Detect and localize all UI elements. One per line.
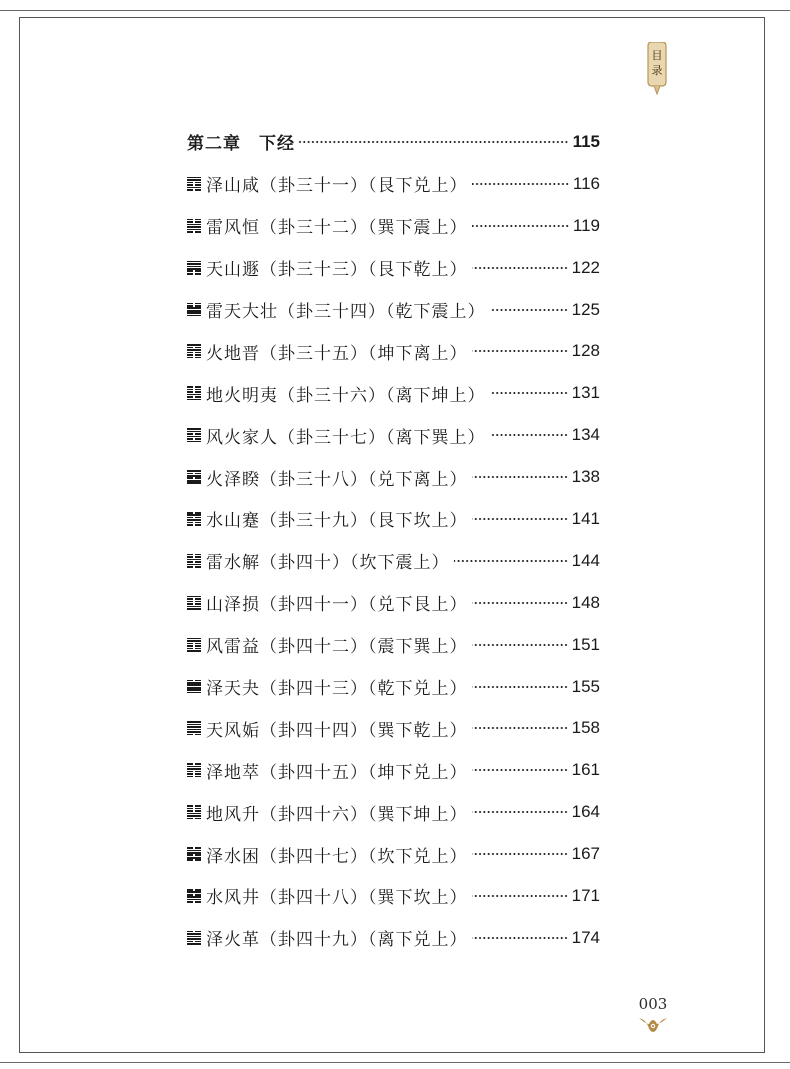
toc-entry-row[interactable] bbox=[187, 833, 600, 875]
hexagram-xian-icon bbox=[187, 177, 201, 191]
hexagram-kui-icon bbox=[187, 470, 201, 484]
bookmark-label-line1: 目 bbox=[651, 49, 663, 62]
hexagram-jing-icon bbox=[187, 889, 201, 903]
entry-page-number: 131 bbox=[571, 383, 600, 403]
dot-leader bbox=[472, 476, 568, 478]
toc-bookmark-tab[interactable] bbox=[645, 42, 669, 95]
entry-title: 山泽损（卦四十一）（兑下艮上） bbox=[206, 595, 468, 616]
dot-leader bbox=[454, 560, 568, 562]
dot-leader bbox=[472, 518, 568, 520]
hexagram-dun-icon bbox=[187, 261, 201, 275]
hexagram-mingyi-icon bbox=[187, 386, 201, 400]
entry-title: 泽火革（卦四十九）（离下兑上） bbox=[206, 930, 468, 951]
bottom-rule bbox=[0, 1062, 790, 1063]
toc-entry-row[interactable] bbox=[187, 582, 600, 624]
hexagram-xie-icon bbox=[187, 554, 201, 568]
entry-title: 地火明夷（卦三十六）（离下坤上） bbox=[206, 385, 486, 406]
toc-entry-row[interactable] bbox=[187, 414, 600, 456]
entry-page-number: 116 bbox=[572, 173, 600, 193]
entry-page-number: 164 bbox=[571, 802, 600, 822]
bookmark-label bbox=[645, 48, 669, 78]
dot-leader bbox=[490, 434, 568, 436]
entry-title: 泽水困（卦四十七）（坎下兑上） bbox=[206, 846, 468, 867]
dot-leader bbox=[472, 183, 569, 185]
dot-leader bbox=[490, 392, 568, 394]
entry-title: 天风姤（卦四十四）（巽下乾上） bbox=[206, 720, 468, 741]
entry-title: 泽天夬（卦四十三）（乾下兑上） bbox=[206, 679, 468, 700]
hexagram-jiaren-icon bbox=[187, 428, 201, 442]
dot-leader bbox=[472, 225, 569, 227]
hexagram-kun-icon bbox=[187, 847, 201, 861]
toc-entry-row[interactable] bbox=[187, 247, 600, 289]
dot-leader bbox=[299, 141, 569, 143]
dot-leader bbox=[472, 686, 568, 688]
hexagram-cui-icon bbox=[187, 763, 201, 777]
dot-leader bbox=[472, 937, 568, 939]
entry-page-number: 167 bbox=[571, 844, 600, 864]
hexagram-sheng-icon bbox=[187, 805, 201, 819]
hexagram-jian-icon bbox=[187, 512, 201, 526]
entry-page-number: 161 bbox=[571, 760, 600, 780]
table-of-contents bbox=[187, 121, 600, 959]
entry-page-number: 134 bbox=[571, 425, 600, 445]
entry-page-number: 148 bbox=[571, 592, 600, 612]
dot-leader bbox=[472, 350, 568, 352]
entry-title: 水山蹇（卦三十九）（艮下坎上） bbox=[206, 511, 468, 532]
toc-entry-row[interactable] bbox=[187, 163, 600, 205]
entry-title: 风雷益（卦四十二）（震下巽上） bbox=[206, 637, 468, 658]
hexagram-heng-icon bbox=[187, 219, 201, 233]
dot-leader bbox=[472, 267, 568, 269]
toc-entry-row[interactable] bbox=[187, 372, 600, 414]
hexagram-gou-icon bbox=[187, 721, 201, 735]
entry-page-number: 144 bbox=[571, 550, 600, 570]
toc-entry-row[interactable] bbox=[187, 875, 600, 917]
entry-page-number: 138 bbox=[571, 467, 600, 487]
entry-page-number: 171 bbox=[571, 885, 600, 905]
entry-page-number: 174 bbox=[571, 927, 600, 947]
toc-entry-row[interactable] bbox=[187, 666, 600, 708]
entry-title: 地风升（卦四十六）（巽下坤上） bbox=[206, 804, 468, 825]
entry-page-number: 115 bbox=[572, 131, 600, 151]
hexagram-jin-icon bbox=[187, 344, 201, 358]
entry-title: 雷风恒（卦三十二）（巽下震上） bbox=[206, 218, 468, 239]
entry-title: 火地晋（卦三十五）（坤下离上） bbox=[206, 343, 468, 364]
page-number: 003 bbox=[638, 995, 668, 1013]
toc-entry-row[interactable] bbox=[187, 791, 600, 833]
entry-page-number: 119 bbox=[572, 215, 600, 235]
dot-leader bbox=[490, 309, 568, 311]
toc-chapter-row[interactable] bbox=[187, 121, 600, 163]
entry-title: 火泽睽（卦三十八）（兑下离上） bbox=[206, 469, 468, 490]
chapter-label: 第二章 bbox=[187, 134, 241, 155]
entry-title: 雷水解（卦四十）（坎下震上） bbox=[206, 553, 450, 574]
toc-entry-row[interactable] bbox=[187, 540, 600, 582]
entry-title: 雷天大壮（卦三十四）（乾下震上） bbox=[206, 302, 486, 322]
toc-entry-row[interactable] bbox=[187, 289, 600, 331]
entry-page-number: 128 bbox=[571, 341, 600, 361]
dot-leader bbox=[472, 727, 568, 729]
ornament-icon bbox=[638, 1014, 668, 1034]
entry-page-number: 158 bbox=[571, 718, 600, 738]
hexagram-yi-icon bbox=[187, 638, 201, 652]
entry-page-number: 122 bbox=[571, 257, 600, 277]
toc-entry-row[interactable] bbox=[187, 330, 600, 372]
hexagram-ge-icon bbox=[187, 931, 201, 945]
entry-title: 天山遯（卦三十三）（艮下乾上） bbox=[206, 260, 468, 281]
entry-title: 风火家人（卦三十七）（离下巽上） bbox=[206, 427, 486, 448]
entry-title: 泽地萃（卦四十五）（坤下兑上） bbox=[206, 762, 468, 783]
bookmark-label-line2: 录 bbox=[651, 64, 663, 77]
toc-entry-row[interactable] bbox=[187, 624, 600, 666]
dot-leader bbox=[472, 644, 568, 646]
entry-page-number: 125 bbox=[571, 299, 600, 319]
dot-leader bbox=[472, 811, 568, 813]
entry-page-number: 151 bbox=[571, 634, 600, 654]
chapter-title: 下经 bbox=[259, 134, 295, 155]
toc-entry-row[interactable] bbox=[187, 707, 600, 749]
toc-entry-row[interactable] bbox=[187, 456, 600, 498]
dot-leader bbox=[472, 853, 568, 855]
dot-leader bbox=[472, 895, 568, 897]
toc-entry-row[interactable] bbox=[187, 205, 600, 247]
top-rule bbox=[0, 10, 790, 11]
hexagram-guai-icon bbox=[187, 680, 201, 694]
entry-title: 泽山咸（卦三十一）（艮下兑上） bbox=[206, 176, 468, 197]
entry-page-number: 141 bbox=[571, 508, 600, 528]
toc-entry-row[interactable] bbox=[187, 498, 600, 540]
dot-leader bbox=[472, 602, 568, 604]
hexagram-sun-icon bbox=[187, 596, 201, 610]
entry-title: 水风井（卦四十八）（巽下坎上） bbox=[206, 888, 468, 909]
hexagram-dazhuang-icon bbox=[187, 303, 201, 317]
toc-entry-row[interactable] bbox=[187, 749, 600, 791]
dot-leader bbox=[472, 769, 568, 771]
toc-entry-row[interactable] bbox=[187, 917, 600, 959]
entry-page-number: 155 bbox=[571, 676, 600, 696]
